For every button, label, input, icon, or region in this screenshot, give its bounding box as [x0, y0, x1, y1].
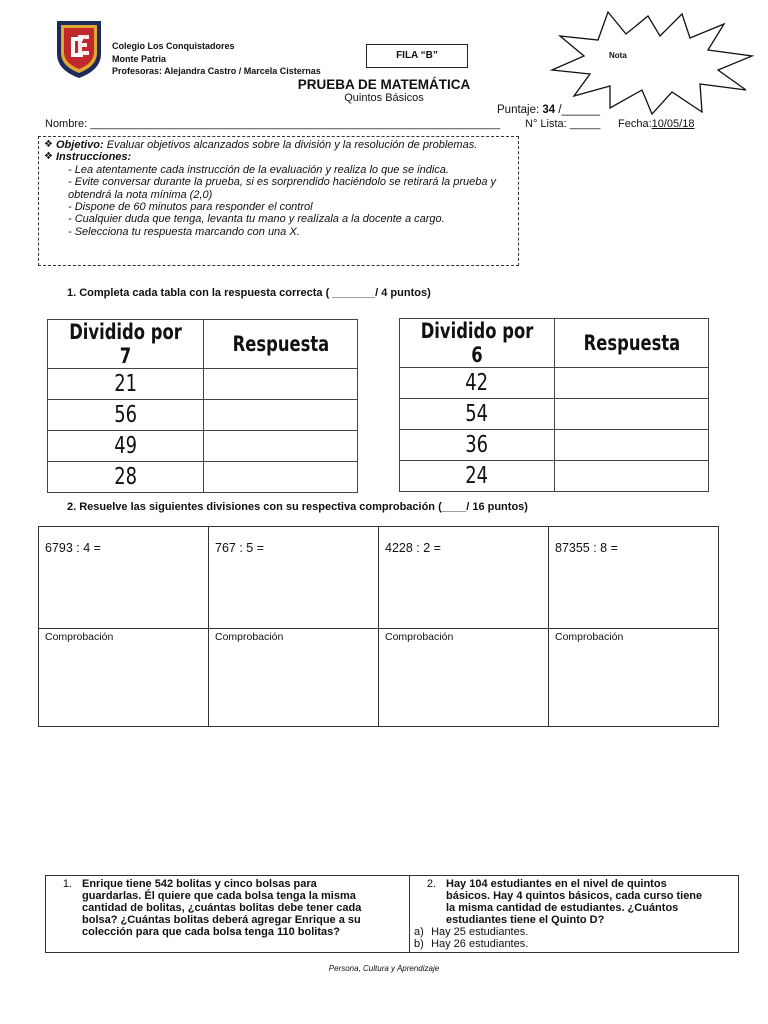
comprobacion-label: Comprobación	[555, 631, 624, 643]
school-location: Monte Patria	[112, 53, 167, 64]
operation-cell[interactable]	[379, 527, 549, 629]
dividend-value: 49	[114, 433, 137, 459]
problem-cell	[46, 876, 410, 953]
answer-cell[interactable]	[204, 369, 358, 400]
fecha-field: Fecha:10/05/18	[618, 118, 695, 130]
dividend-value: 21	[114, 371, 137, 397]
answer-cell[interactable]	[555, 461, 709, 492]
operation-text: 4228 : 2 =	[385, 541, 441, 555]
diamond-bullet-icon: ❖	[44, 151, 53, 163]
problem-number: 2.	[426, 878, 436, 890]
comprobacion-cell[interactable]	[209, 629, 379, 727]
answer-option[interactable]: a) Hay 25 estudiantes.	[414, 926, 529, 938]
table-header: Respuesta	[232, 332, 329, 356]
answer-cell[interactable]	[555, 430, 709, 461]
page-title: PRUEBA DE MATEMÁTICA	[297, 77, 471, 92]
instruction-item: - Lea atentamente cada instrucción de la evaluación y realiza lo que se indica.	[68, 163, 449, 176]
division-table-7	[47, 319, 358, 493]
diamond-bullet-icon: ❖	[44, 139, 53, 150]
division-operations-table	[38, 526, 719, 727]
dividend-value: 42	[465, 370, 489, 396]
operation-cell[interactable]	[209, 527, 379, 629]
objetivo-row	[44, 139, 513, 151]
puntaje-value: 34	[542, 104, 556, 116]
instruction-item: - Evite conversar durante la prueba, si es sorprendido haciéndolo se retirará la prueba y obtendrá la nota mínima (2,0)	[68, 176, 497, 201]
teachers: Profesoras: Alejandra Castro / Marcela Cisternas	[112, 66, 321, 76]
lista-field[interactable]: N° Lista: _____	[525, 118, 601, 130]
dividend-value: 36	[465, 432, 489, 458]
problem-text: Hay 104 estudiantes en el nivel de quintos básicos. Hay 4 quintos básicos, cada curso tiene la misma cantidad de estudiantes. ¿Cuántos estudiantes tiene el Quinto D?	[446, 878, 703, 926]
dividend-value: 54	[465, 401, 489, 427]
table-header: Dividido por 6	[420, 319, 534, 367]
comprobacion-label: Comprobación	[45, 631, 114, 643]
question-1: 1. Completa cada tabla con la respuesta correcta ( _______/ 4 puntos)	[67, 287, 431, 299]
comprobacion-label: Comprobación	[385, 631, 454, 643]
school-crest-logo	[54, 18, 104, 80]
answer-cell[interactable]	[204, 400, 358, 431]
table-header: Dividido por 7	[69, 320, 182, 368]
dividend-value: 24	[465, 463, 489, 489]
answer-option[interactable]: b) Hay 26 estudiantes.	[414, 938, 529, 950]
footer-motto: Persona, Cultura y Aprendizaje	[328, 964, 440, 973]
operation-text: 87355 : 8 =	[555, 541, 618, 555]
dividend-value: 28	[114, 464, 137, 490]
fecha-value: 10/05/18	[651, 118, 695, 130]
answer-cell[interactable]	[204, 431, 358, 462]
problem-cell	[410, 876, 739, 953]
school-name: Colegio Los Conquistadores	[112, 41, 235, 51]
operation-text: 767 : 5 =	[215, 541, 264, 555]
table-header: Respuesta	[583, 331, 680, 355]
dividend-value: 56	[114, 402, 137, 428]
operation-text: 6793 : 4 =	[45, 541, 101, 555]
question-2: 2. Resuelve las siguientes divisiones con su respectiva comprobación (____/ 16 puntos)	[67, 501, 528, 513]
instrucciones-row	[44, 151, 513, 163]
instruction-item: - Dispone de 60 minutos para responder el control	[68, 201, 313, 214]
fila-box: FILA “B”	[366, 44, 468, 68]
answer-cell[interactable]	[555, 399, 709, 430]
school-info	[112, 40, 321, 78]
instructions-box	[38, 136, 519, 266]
comprobacion-cell[interactable]	[549, 629, 719, 727]
word-problems-table	[45, 875, 739, 953]
problem-number: 1.	[62, 878, 72, 890]
comprobacion-cell[interactable]	[39, 629, 209, 727]
objetivo-label: Objetivo:	[56, 139, 104, 151]
instruction-item: - Selecciona tu respuesta marcando con una X.	[68, 225, 300, 238]
page-subtitle: Quintos Básicos	[344, 92, 424, 104]
comprobacion-label: Comprobación	[215, 631, 284, 643]
answer-cell[interactable]	[555, 368, 709, 399]
problem-text: Enrique tiene 542 bolitas y cinco bolsas para guardarlas. Él quiere que cada bolsa tenga la misma cantidad de bolitas, ¿cuántas bolitas debe tener cada bolsa? ¿Cuántas bolitas deberá agregar Enrique a su colección para que cada bolsa tenga 110 bolitas?	[82, 878, 362, 938]
division-table-6	[399, 318, 709, 492]
puntaje-line: Puntaje: 34 /______	[497, 104, 600, 116]
nombre-field[interactable]: Nombre: ___________________________________________________________________	[45, 118, 501, 130]
instruction-item: - Cualquier duda que tenga, levanta tu mano y realízala a la docente a cargo.	[68, 213, 445, 226]
instrucciones-label: Instrucciones:	[56, 151, 132, 164]
nota-label: Nota	[609, 51, 627, 60]
comprobacion-cell[interactable]	[379, 629, 549, 727]
objetivo-text: Evaluar objetivos alcanzados sobre la división y la resolución de problemas.	[103, 139, 478, 151]
operation-cell[interactable]	[39, 527, 209, 629]
operation-cell[interactable]	[549, 527, 719, 629]
answer-cell[interactable]	[204, 462, 358, 493]
